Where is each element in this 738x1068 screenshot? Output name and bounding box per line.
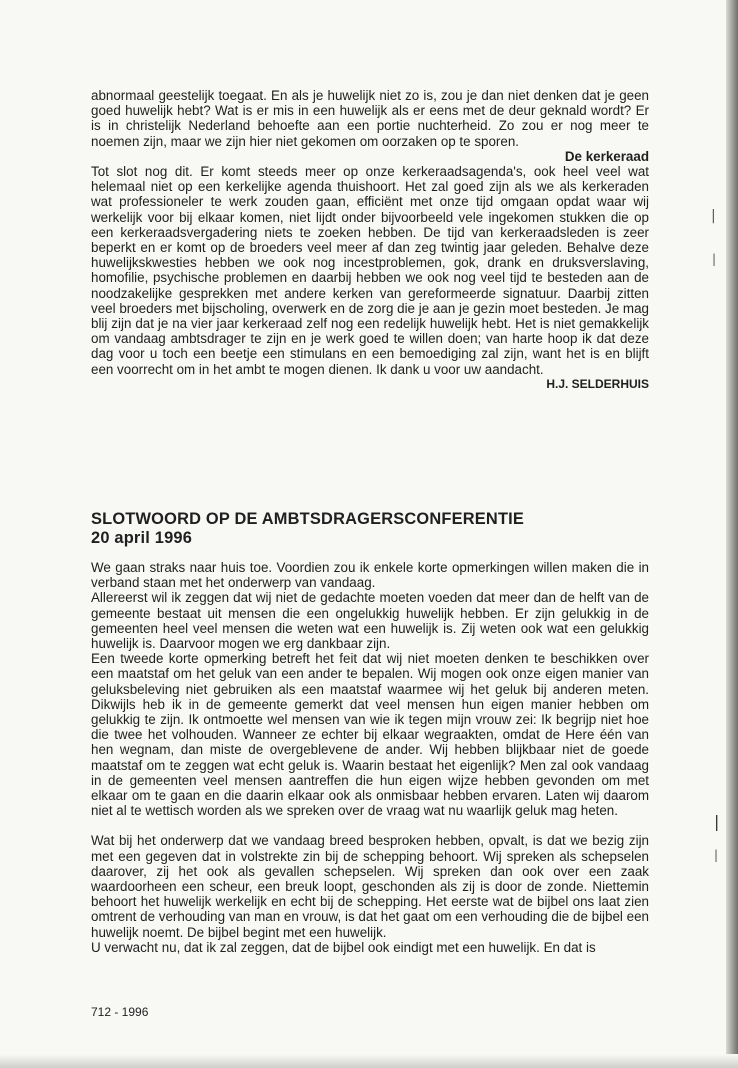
page-number: 712 - 1996: [91, 1005, 149, 1019]
article-title: SLOTWOORD OP DE AMBTSDRAGERSCONFERENTIE: [91, 510, 525, 528]
article-date: 20 april 1996: [91, 529, 193, 547]
previous-article-ending: [91, 88, 649, 392]
article-heading: [91, 510, 649, 548]
author-signature: H.J. SELDERHUIS: [546, 376, 649, 391]
margin-mark-icon: |: [714, 848, 719, 862]
page-edge-shadow: [726, 0, 738, 1068]
paragraph: Een tweede korte opmerking betreft het feit dat wij niet moeten denken te beschikken over een maatstaf om het geluk van een ander te bepalen. Wij mogen ook onze eigen manier van geluksbeleving niet gebruiken als een maatstaf waarmee wij het geluk bij anderen meten. Dikwijls heb ik in de gemeente gemerkt dat veel mensen hun eigen manier hebben om gelukkig te zijn. Ik ontmoette wel mensen van wie ik tegen mijn vrouw zei: Ik begrijp niet hoe die twee het volhouden. Wanneer ze echter bij elkaar wegraakten, omdat de Here één van hen wegnam, dan miste de overgeblevene de ander. Wij hebben blijkbaar niet de goede maatstaf om te zeggen wat echt geluk is. Waarin bestaat het eigenlijk? Men zal ook vandaag in de gemeenten veel mensen aantreffen die hun eigen wijze hebben gevonden om met elkaar om te gaan en die daarin elkaar ook als onmisbaar hebben ervaren. Laten wij daarom niet al te wettisch worden als we spreken over de vraag wat nu waarlijk geluk mag heten.: [91, 651, 649, 819]
paragraph: We gaan straks naar huis toe. Voordien zou ik enkele korte opmerkingen willen maken die in verband staan met het onderwerp van vandaag.: [91, 560, 649, 591]
paragraph: abnormaal geestelijk toegaat. En als je huwelijk niet zo is, zou je dan niet denken dat je geen goed huwelijk hebt? Wat is er mis in een huwelijk als er eens met de deur geknald wordt? Er is in christelijk Nederland behoefte aan een portie nuchterheid. Zo zou er nog meer te noemen zijn, maar we zijn hier niet gekomen om oorzaken op te sporen.: [91, 88, 649, 149]
paragraph: Wat bij het onderwerp dat we vandaag breed besproken hebben, opvalt, is dat we bezig zijn met een gegeven dat in volstrekte zin bij de schepping behoort. Wij spreken als schepselen daarover, zij het ook als gevallen schepselen. Wij spreken dan ook over een zaak waardoorheen een scheur, een breuk loopt, geschonden als zij is door de zonde. Niettemin behoort het huwelijk werkelijk en echt bij de schepping. Het eerste wat de bijbel ons laat zien omtrent de verhouding van man en vrouw, is dat het gaat om een verhouding die de bijbel een huwelijk noemt. De bijbel begint met een huwelijk.: [91, 833, 649, 940]
page-bottom-shadow: [0, 1054, 738, 1068]
paragraph: U verwacht nu, dat ik zal zeggen, dat de bijbel ook eindigt met een huwelijk. En dat is: [91, 939, 596, 955]
margin-mark-icon: |: [712, 252, 717, 266]
margin-mark-icon: |: [714, 812, 720, 831]
paragraph: Allereerst wil ik zeggen dat wij niet de gedachte moeten voeden dat meer dan de helft van de gemeente bestaat uit mensen die een ongelukkig huwelijk hebben. Er zijn gelukkig in de gemeenten heel veel mensen die weten wat een huwelijk is. Zij weten ook wat een gelukkig huwelijk is. Daarvoor mogen we erg dankbaar zijn.: [91, 590, 649, 652]
article-body: [91, 560, 649, 955]
paragraph: Tot slot nog dit. Er komt steeds meer op onze kerkeraadsagenda's, ook heel veel wat helemaal niet op een kerkelijke agenda thuishoort. Het zal goed zijn als we als kerkeraden wat professioneler te werk zouden gaan, efficiënt met onze tijd omgaan opdat waar wij werkelijk voor bij elkaar komen, niet lijdt onder bijvoorbeeld vele ingekomen stukken die op een kerkeraadsvergadering niets te zoeken hebben. De tijd van kerkeraadsleden is zeer beperkt en er komt op de broeders veel meer af dan zeg twintig jaar geleden. Behalve deze huwelijkskwesties hebben we ook nog incestproblemen, gok, drank en druksverslaving, homofilie, psychische problemen en daarbij hebben we ook nog veel tijd te besteden aan de noodzakelijke gesprekken met andere kerken van gereformeerde signatuur. Daarbij zitten veel broeders met bijscholing, overwerk en de zorg die je aan je gezin moet besteden. Je mag blij zijn dat je na vier jaar kerkeraad zelf nog een redelijk huwelijk hebt. Het is niet gemakkelijk om vandaag ambtsdrager te zijn en je werk goed te willen doen; van harte hoop ik dat deze dag voor u toch een beetje een stimulans en een bemoediging zal zijn, want het is en blijft een voorrecht om in het ambt te mogen dienen. Ik dank u voor uw aandacht.: [91, 164, 649, 377]
margin-mark-icon: |: [711, 208, 716, 224]
section-subheading: De kerkeraad: [564, 148, 649, 164]
